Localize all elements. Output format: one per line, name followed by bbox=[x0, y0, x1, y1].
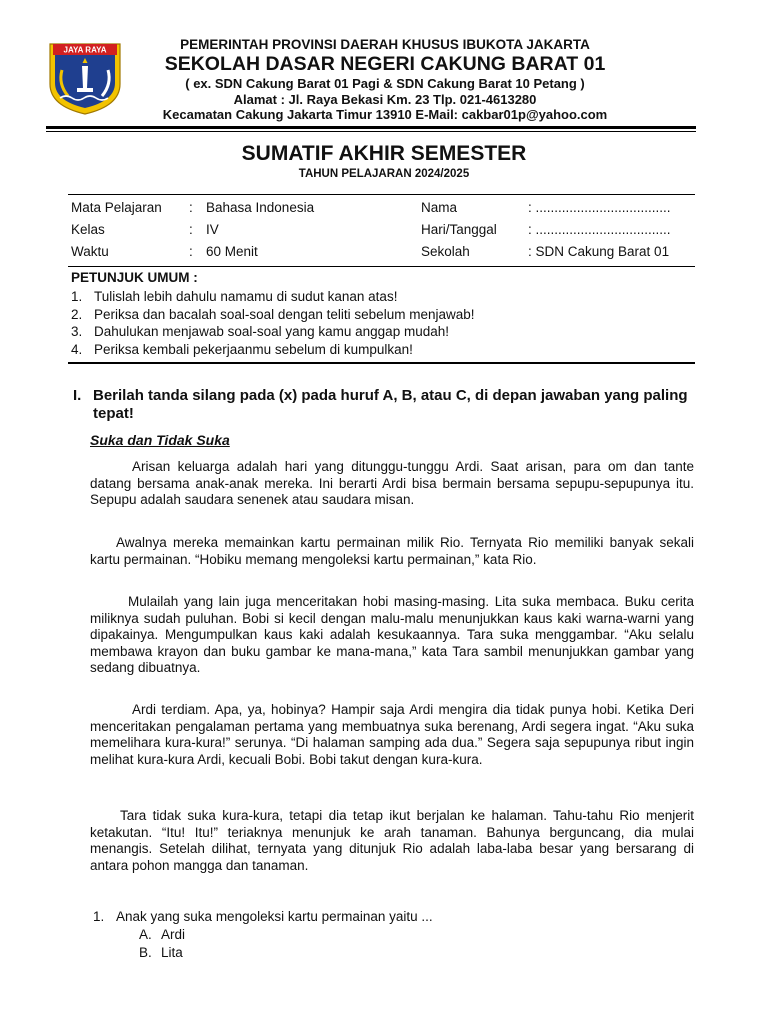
jakarta-crest-logo bbox=[46, 40, 124, 116]
school-name: SEKOLAH DASAR NEGERI CAKUNG BARAT 01 bbox=[164, 53, 606, 75]
school-address: Alamat : Jl. Raya Bekasi Km. 23 Tlp. 021-4613280 bbox=[233, 92, 537, 107]
info-colon: : bbox=[189, 200, 193, 215]
info-label: Waktu bbox=[71, 244, 109, 259]
story-title: Suka dan Tidak Suka bbox=[90, 432, 230, 448]
info-label: Sekolah bbox=[421, 244, 470, 259]
instructions-list bbox=[71, 288, 691, 358]
school-former-names: ( ex. SDN Cakung Barat 01 Pagi & SDN Cakung Barat 10 Petang ) bbox=[185, 76, 585, 91]
story-paragraph: Ardi terdiam. Apa, ya, hobinya? Hampir saja Ardi mengira dia tidak punya hobi. Ketika Deri menceritakan pengalaman pertama yang membuatnya suka berenang, Ardi segera ingat. “Aku suka memelihara kura-kura!” serunya. “Di halaman samping ada dua.” Segera saja sepupunya ribut ingin melihat kura-kura Ardi, kecuali Bobi. Bobi takut dengan kura-kura. bbox=[90, 702, 694, 767]
info-value: 60 Menit bbox=[206, 244, 258, 259]
question-item bbox=[93, 909, 433, 924]
info-value: IV bbox=[206, 222, 219, 237]
info-value: Bahasa Indonesia bbox=[206, 200, 315, 215]
info-label: Kelas bbox=[71, 222, 105, 237]
instructions-rule bbox=[68, 362, 695, 364]
section-number: I. bbox=[73, 387, 82, 404]
answer-option-b[interactable] bbox=[139, 945, 183, 960]
info-label: Hari/Tanggal bbox=[421, 222, 497, 237]
name-field: : .................................... bbox=[528, 200, 671, 215]
info-label: Nama bbox=[421, 200, 458, 215]
exam-year: TAHUN PELAJARAN 2024/2025 bbox=[298, 168, 470, 180]
info-colon: : bbox=[189, 244, 193, 259]
logo-banner-text: JAYA RAYA bbox=[63, 45, 107, 55]
story-paragraph: Awalnya mereka memainkan kartu permainan milik Rio. Ternyata Rio memiliki banyak sekali kartu permainan. “Hobiku memang mengoleksi kartu permainan,” kata Rio. bbox=[90, 535, 694, 567]
option-text: Ardi bbox=[161, 927, 186, 942]
story-paragraph: Tara tidak suka kura-kura, tetapi dia tetap ikut berjalan ke halaman. Tahu-tahu Rio menjerit ketakutan. “Itu! Itu!” teriaknya menunjuk ke arah tanaman. Bahunya berguncang, dia mulai menangis. Setelah dilihat, ternyata yang ditunjuk Rio adalah laba-laba besar yang bersarang di antara pohon mangga dan tanaman. bbox=[90, 808, 694, 873]
option-letter: B. bbox=[139, 945, 152, 960]
government-name: PEMERINTAH PROVINSI DAERAH KHUSUS IBUKOTA JAKARTA bbox=[180, 37, 590, 52]
info-colon: : bbox=[189, 222, 193, 237]
instruction-item: 1. Tulislah lebih dahulu namamu di sudut kanan atas! bbox=[71, 289, 398, 304]
instruction-item: 2. Periksa dan bacalah soal-soal dengan teliti sebelum menjawab! bbox=[71, 306, 475, 322]
option-letter: A. bbox=[139, 927, 152, 942]
info-row-subject bbox=[68, 200, 695, 222]
question-text: Anak yang suka mengoleksi kartu permainan yaitu ... bbox=[116, 909, 433, 924]
section-instruction: Berilah tanda silang pada (x) pada huruf A, B, atau C, di depan jawaban yang paling tepat! bbox=[93, 387, 688, 422]
exam-info-table bbox=[68, 194, 695, 267]
story-paragraph: Mulailah yang lain juga menceritakan hobi masing-masing. Lita suka membaca. Buku cerita miliknya sudah puluhan. Bobi si kecil dengan malu-malu menunjukkan kaus kaki warna-warni yang dipakainya. Mengumpulkan kaus kaki adalah kesukaannya. Tara suka menggambar. “Aku selalu membawa krayon dan buku gambar ke mana-mana,” kata Tara sambil menunjukkan gambar yang sedang dibuatnya. bbox=[90, 594, 694, 675]
instruction-item: 4. Periksa kembali pekerjaanmu sebelum di kumpulkan! bbox=[71, 341, 413, 357]
question-number: 1. bbox=[93, 909, 105, 924]
letterhead-rule-thick bbox=[46, 126, 696, 129]
info-row-class bbox=[68, 222, 695, 244]
date-field: : .................................... bbox=[528, 222, 671, 237]
story-paragraph: Arisan keluarga adalah hari yang ditunggu-tunggu Ardi. Saat arisan, para om dan tante datang bersama anak-anak mereka. Ini berarti Ardi bisa bermain bersama sepupu-sepupunya itu. Sepupu adalah saudara senenek atau saudara misan. bbox=[90, 459, 694, 507]
exam-title: SUMATIF AKHIR SEMESTER bbox=[241, 142, 527, 165]
instructions-title: PETUNJUK UMUM : bbox=[71, 270, 198, 285]
info-label: Mata Pelajaran bbox=[71, 200, 162, 215]
info-row-time bbox=[68, 244, 695, 266]
school-district-email: Kecamatan Cakung Jakarta Timur 13910 E-Mail: cakbar01p@yahoo.com bbox=[162, 107, 608, 122]
option-text: Lita bbox=[161, 945, 183, 960]
answer-option-a[interactable] bbox=[139, 927, 185, 942]
school-field: : SDN Cakung Barat 01 bbox=[528, 244, 670, 259]
instruction-item: 3. Dahulukan menjawab soal-soal yang kamu anggap mudah! bbox=[71, 324, 449, 339]
letterhead-rule-thin bbox=[46, 131, 696, 132]
